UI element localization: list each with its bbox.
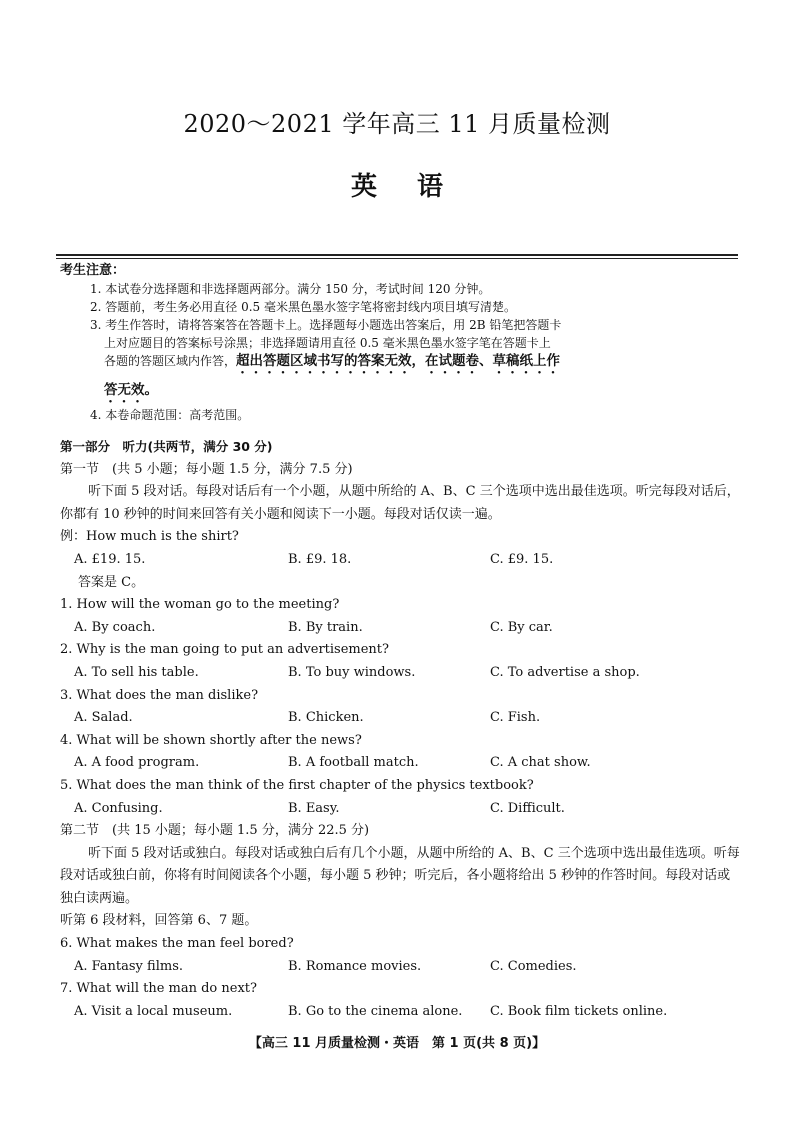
- question-options: [60, 617, 740, 640]
- question-options: [60, 662, 740, 685]
- subject-title: 英语: [350, 172, 483, 202]
- option-b: B. Chicken.: [288, 710, 364, 726]
- notice-item-1: 1. 本试卷分选择题和非选择题两部分。满分 150 分，考试时间 120 分钟。: [90, 282, 491, 296]
- listening-section: [60, 436, 740, 1023]
- notice-item-3-line4: [60, 379, 620, 406]
- option-b: B. By train.: [288, 619, 363, 635]
- option-a: A. To sell his table.: [74, 664, 199, 680]
- notice-emphasis-2: 答无效。: [104, 382, 158, 398]
- example-options: [60, 549, 740, 572]
- option-b: B. To buy windows.: [288, 664, 416, 680]
- example-option-a: A. £19. 15.: [74, 551, 146, 567]
- notice-heading: 考生注意：: [60, 263, 126, 278]
- notice-item-3-line3: [60, 352, 620, 377]
- option-c: C. Difficult.: [490, 800, 565, 816]
- question-stem: 5. What does the man think of the first chapter of the physics textbook?: [60, 777, 534, 793]
- notice-item-3-line2: 上对应题目的答案标号涂黑；非选择题请用直径 0.5 毫米黑色墨水签字笔在答题卡上: [104, 336, 551, 350]
- notice-emphasis-1: 超出答题区域书写的答案无效，在试题卷、草稿纸上作: [236, 353, 561, 369]
- option-a: A. Salad.: [74, 710, 133, 726]
- exam-title: 2020～2021 学年高三 11 月质量检测: [183, 110, 611, 138]
- option-c: C. By car.: [490, 619, 553, 635]
- option-c: C. To advertise a shop.: [490, 664, 640, 680]
- question-options: [60, 956, 740, 979]
- section1-instructions: 听下面 5 段对话。每段对话后有一个小题，从题中所给的 A、B、C 三个选项中选出最佳选项。听完每段对话后，你都有 10 秒钟的时间来回答有关小题和阅读下一小题。每段对话仅读一遍。: [60, 484, 740, 522]
- option-b: B. A football match.: [288, 755, 419, 771]
- example-answer: 答案是 C。: [78, 574, 145, 590]
- question-options: [60, 752, 740, 775]
- option-a: A. By coach.: [74, 619, 156, 635]
- option-b: B. Easy.: [288, 800, 340, 816]
- part1-heading: 第一部分 听力(共两节，满分 30 分): [60, 439, 273, 454]
- question-stem: 2. Why is the man going to put an advertisement?: [60, 642, 389, 658]
- example-option-c: C. £9. 15.: [490, 551, 554, 567]
- option-c: C. Book film tickets online.: [490, 1003, 668, 1019]
- notice-item-3-text: 各题的答题区域内作答，: [104, 354, 237, 368]
- question-options: [60, 707, 740, 730]
- option-a: A. Confusing.: [74, 800, 163, 816]
- question-stem: 3. What does the man dislike?: [60, 687, 259, 703]
- section2-heading: 第二节 (共 15 小题；每小题 1.5 分，满分 22.5 分): [60, 823, 370, 839]
- option-a: A. Fantasy films.: [74, 958, 183, 974]
- option-c: C. Comedies.: [490, 958, 577, 974]
- header-divider-thick: [56, 254, 738, 256]
- option-c: C. A chat show.: [490, 755, 591, 771]
- option-a: A. Visit a local museum.: [74, 1003, 233, 1019]
- question-stem: 6. What makes the man feel bored?: [60, 936, 294, 952]
- candidate-notice: [60, 262, 620, 424]
- question-stem: 7. What will the man do next?: [60, 981, 257, 997]
- header-divider-thin: [56, 258, 738, 259]
- notice-item-2: 2. 答题前，考生务必用直径 0.5 毫米黑色墨水签字笔将密封线内项目填写清楚。: [90, 300, 516, 314]
- question-options: [60, 1001, 740, 1024]
- example-option-b: B. £9. 18.: [288, 551, 352, 567]
- notice-item-4: 4. 本卷命题范围：高考范围。: [90, 408, 250, 422]
- option-c: C. Fish.: [490, 710, 541, 726]
- material-6-note: 听第 6 段材料，回答第 6、7 题。: [60, 913, 258, 929]
- section2-instructions: 听下面 5 段对话或独白。每段对话或独白后有几个小题，从题中所给的 A、B、C 三个选项中选出最佳选项。听每段对话或独白前，你将有时间阅读各个小题，每小题 5 秒钟；听完后，各小题将给出 5 秒钟的作答时间。每段对话或独白读两遍。: [60, 845, 740, 906]
- option-a: A. A food program.: [74, 755, 200, 771]
- option-b: B. Romance movies.: [288, 958, 422, 974]
- page-footer: 【高三 11 月质量检测・英语 第 1 页(共 8 页)】: [248, 1036, 546, 1051]
- option-b: B. Go to the cinema alone.: [288, 1003, 463, 1019]
- question-stem: 1. How will the woman go to the meeting?: [60, 597, 340, 613]
- notice-item-3-line1: 3. 考生作答时，请将答案答在答题卡上。选择题每小题选出答案后，用 2B 铅笔把答题卡: [90, 318, 562, 332]
- question-options: [60, 798, 740, 821]
- question-stem: 4. What will be shown shortly after the news?: [60, 732, 362, 748]
- example-question: 例：How much is the shirt?: [60, 529, 239, 545]
- section1-heading: 第一节 (共 5 小题；每小题 1.5 分，满分 7.5 分): [60, 461, 353, 477]
